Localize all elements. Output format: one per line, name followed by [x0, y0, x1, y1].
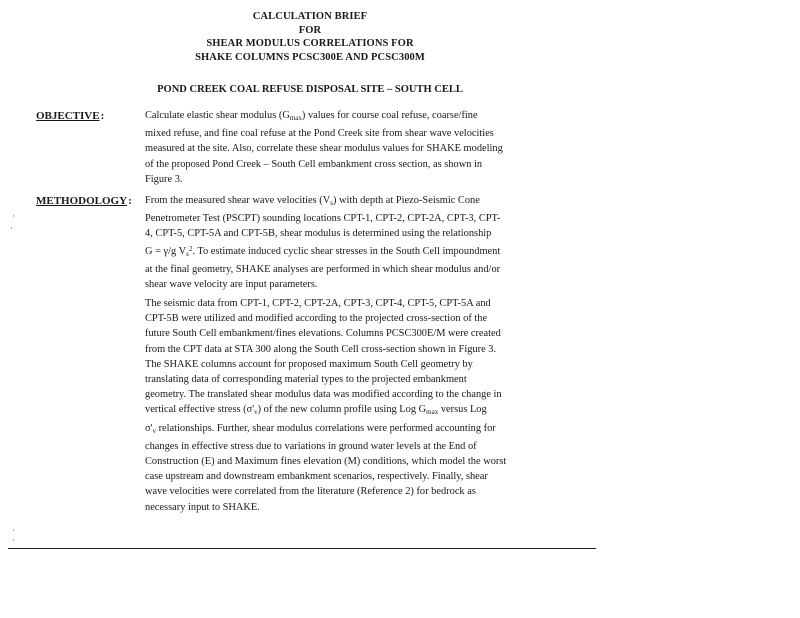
methodology-p1-line-2: Penetrometer Test (PSCPT) sounding locations CPT-1, CPT-2, CPT-2A, CPT-3, CPT- — [145, 213, 501, 225]
methodology-label-text: METHODOLOGY — [36, 195, 128, 207]
p2-l8c: versus Log — [438, 404, 487, 416]
title-line-1: CALCULATION BRIEF — [252, 11, 368, 22]
vs-subscript: s — [330, 199, 333, 207]
footer-rule — [8, 548, 596, 549]
objective-line-5: Figure 3. — [145, 173, 183, 185]
p1-l1b: ) with depth at Piezo-Seismic Cone — [332, 195, 480, 206]
document-title — [160, 10, 460, 64]
methodology-label — [36, 195, 132, 207]
methodology-p1-line-4 — [145, 242, 573, 262]
p2-l8b: ) of the new column profile using Log G — [257, 404, 427, 416]
methodology-p2-line-12: case upstream and downstream embankment scenarios, respectively. Finally, shear — [145, 471, 488, 483]
methodology-paragraph-2 — [145, 296, 573, 515]
title-line-3: SHEAR MODULUS CORRELATIONS FOR — [206, 38, 414, 49]
objective-label — [36, 110, 104, 122]
p1-l4b: . To estimate induced cyclic shear stresses in the South Cell impoundment — [192, 245, 501, 257]
p1-l4a: G = γ/g V — [145, 245, 187, 257]
gmax-subscript-2: max — [426, 408, 439, 417]
methodology-p2-line-6: translating data of corresponding material types to the projected embankment — [145, 374, 467, 386]
methodology-p2-line-10: changes in effective stress due to variations in ground water levels at the End of — [145, 440, 477, 452]
objective-line-3: measured at the site. Also, correlate these shear modulus values for SHAKE modeling — [145, 143, 503, 155]
vs2-subscript: s — [186, 249, 189, 258]
objective-line-1-tail: ) values for course coal refuse, coarse/fine — [301, 110, 478, 121]
methodology-p2-line-14: necessary input to SHAKE. — [145, 501, 260, 513]
methodology-p2-line-11: Construction (E) and Maximum fines elevation (M) conditions, which model the worst — [145, 456, 507, 468]
objective-colon: : — [100, 110, 105, 122]
objective-line-4: of the proposed Pond Creek – South Cell embankment cross section, as shown in — [145, 158, 483, 170]
scan-speck-3: · — [12, 525, 15, 535]
methodology-p2-line-13: wave velocities were correlated from the literature (Reference 2) for bedrock as — [145, 486, 476, 498]
objective-line-1-text: Calculate elastic shear modulus (G — [145, 110, 290, 121]
methodology-p2-line-3: future South Cell embankment/fines elevations. Columns PCSC300E/M were created — [145, 328, 501, 340]
objective-line-2: mixed refuse, and fine coal refuse at the Pond Creek site from shear wave velocities — [145, 128, 494, 140]
objective-label-text: OBJECTIVE — [36, 110, 100, 122]
methodology-p2-line-7: geometry. The translated shear modulus data was modified according to the change in — [145, 389, 502, 401]
p2-l9a: σ' — [145, 422, 153, 434]
methodology-p2-line-4: from the CPT data at STA 300 along the South Cell cross-section shown in Figure 3. — [145, 343, 497, 355]
sigma-v-subscript-2: v — [152, 426, 156, 435]
scan-speck-4: · — [12, 535, 15, 545]
methodology-p2-line-8 — [145, 402, 573, 420]
methodology-p1-line-1 — [145, 193, 573, 211]
gmax-subscript: max — [289, 114, 302, 122]
methodology-p1-line-5: at the final geometry, SHAKE analyses are performed in which shear modulus and/or — [145, 263, 501, 275]
scan-speck-2: · — [10, 223, 13, 233]
methodology-paragraph-1 — [145, 193, 573, 292]
methodology-colon: : — [128, 195, 132, 207]
scan-speck-1: · — [12, 211, 15, 221]
title-line-4: SHAKE COLUMNS PCSC300E AND PCSC300M — [195, 51, 425, 63]
methodology-p2-line-2: CPT-5B were utilized and modified according to the projected cross-section of the — [145, 313, 488, 325]
methodology-p2-line-1: The seismic data from CPT-1, CPT-2, CPT-2A, CPT-3, CPT-4, CPT-5, CPT-5A and — [145, 298, 491, 309]
objective-paragraph — [145, 108, 573, 187]
sigma-v-subscript: v — [254, 408, 258, 417]
objective-line-1 — [145, 108, 573, 126]
methodology-p1-line-6: shear wave velocity are input parameters. — [145, 279, 318, 291]
methodology-p2-line-9 — [145, 421, 573, 439]
methodology-p2-line-5: The SHAKE columns account for proposed maximum South Cell geometry by — [145, 358, 473, 370]
title-line-2: FOR — [298, 24, 322, 36]
p2-l9b: relationships. Further, shear modulus correlations were performed accounting for — [155, 422, 496, 434]
vs2-superscript: 2 — [188, 244, 193, 253]
site-title: POND CREEK COAL REFUSE DISPOSAL SITE – SOUTH CELL — [157, 84, 463, 95]
methodology-p1-line-3: 4, CPT-5, CPT-5A and CPT-5B, shear modulus is determined using the relationship — [145, 228, 492, 240]
p1-l1a: From the measured shear wave velocities (V — [145, 195, 331, 206]
p2-l8a: vertical effective stress (σ' — [145, 404, 255, 416]
